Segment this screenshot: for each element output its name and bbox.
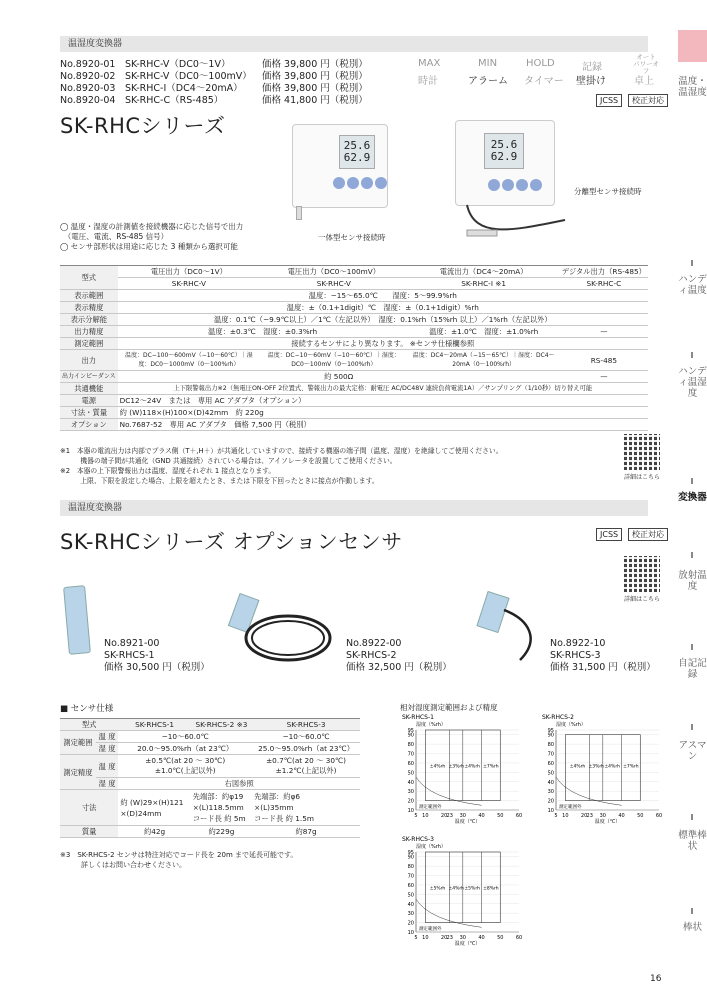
table-row — [60, 743, 360, 755]
device-image-separate — [455, 120, 555, 206]
cell-line: 先端部：約φ19 — [192, 792, 244, 801]
x-tick-label: 60 — [655, 813, 663, 819]
row-label: 出力インピーダンス — [60, 371, 118, 383]
note-line: 上限、下限を設定した場合、上限を超えたとき、または下限を下回ったときに接点が作動します。 — [60, 477, 379, 485]
row-label: 寸法・質量 — [60, 407, 118, 419]
series-title: SK-RHCシリーズ — [60, 114, 226, 138]
calibration-badge: 校正対応 — [628, 528, 668, 541]
section-band — [60, 36, 648, 52]
cell — [118, 755, 252, 778]
model-no: No.8920-03 — [60, 83, 116, 94]
sensor-no: No.8922-00 — [346, 638, 402, 649]
cell: — — [560, 326, 648, 338]
header-cell: SK-RHCS-3 — [252, 719, 360, 731]
y-tick-label: 10 — [407, 808, 414, 814]
model-name: SK-RHC-I（DC4〜20mA） — [124, 83, 243, 94]
device-button — [333, 177, 345, 189]
zone-label: ±4%rh — [448, 886, 465, 892]
x-tick-label: 10 — [562, 813, 569, 819]
sub-label: 温 度 — [96, 755, 119, 778]
y-tick-label: 70 — [547, 751, 554, 758]
device-button — [361, 177, 373, 189]
header-cell: 電圧出力（DC0〜100mV） — [260, 266, 407, 278]
spec-table — [60, 265, 648, 431]
cell — [118, 790, 190, 826]
row-label: 質量 — [60, 826, 118, 838]
x-tick-label: 23 — [446, 935, 453, 941]
qr-code-1[interactable] — [624, 434, 660, 470]
cell-line: コード長 約 1.5m — [254, 814, 314, 823]
table-row — [60, 419, 648, 431]
sensor-name: SK-RHCS-1 — [104, 650, 155, 661]
x-tick-label: 20 — [580, 813, 588, 819]
chart-xlabel: 温度（℃） — [594, 819, 621, 824]
row-label: 出力 — [60, 350, 118, 371]
y-tick-label: 40 — [407, 901, 414, 908]
table-row — [60, 338, 648, 350]
x-tick-label: 23 — [586, 813, 593, 819]
x-tick-label: 60 — [515, 813, 523, 819]
device-button — [375, 177, 387, 189]
sidebar-dash — [691, 814, 693, 820]
sidebar-dash — [691, 552, 693, 558]
y-tick-label: 50 — [407, 770, 414, 777]
y-tick-label: 40 — [407, 779, 414, 786]
cell: 約87g — [252, 826, 360, 838]
cell: −10〜60.0℃ — [252, 731, 360, 743]
y-tick-label: 30 — [407, 911, 414, 918]
sub-label: 湿 度 — [96, 743, 119, 755]
device2-caption: 分離型センサ接続時 — [574, 187, 642, 196]
table-row — [60, 790, 360, 826]
model-name: SK-RHC-C（RS-485） — [124, 95, 224, 106]
chart-sk-rhcs-2 — [540, 712, 665, 824]
cell: 接続するセンサにより異なります。 ※センサ仕様欄参照 — [118, 338, 648, 350]
zone-label: ±8%rh — [483, 886, 499, 892]
table-row — [60, 326, 648, 338]
row-label: 表示範囲 — [60, 290, 118, 302]
cell: 温度：0.1℃（−9.9℃以上）／1℃（左記以外） 湿度：0.1%rh（15%rh 以上）／1%rh（左記以外） — [118, 314, 648, 326]
mode-max: MAX — [418, 58, 441, 69]
sidebar-index — [678, 30, 707, 970]
price-list — [262, 59, 368, 107]
cell-line: ±1.0℃(上記以外) — [154, 766, 216, 775]
y-tick-label: 90 — [407, 854, 414, 861]
sensor-name: SK-RHCS-3 — [550, 650, 601, 661]
sidebar-active-marker — [678, 30, 707, 62]
table-row — [60, 778, 360, 790]
cell: DC12〜24V または 専用 AC アダプタ（オプション） — [118, 395, 648, 407]
lcd-hum: 62.9 — [343, 151, 371, 164]
zone-label: ±5%rh — [464, 886, 480, 892]
model-price: 価格 41,800 円（税別） — [262, 95, 368, 106]
sidebar-item-recorder[interactable]: 自記記録 — [678, 658, 707, 680]
cell-line: ±0.5℃(at 20 〜 30℃) — [145, 756, 226, 765]
note-line: ※3 SK-RHCS-2 センサは特注対応でコード長を 20m まで延長可能です。 — [60, 851, 298, 859]
table-row — [60, 278, 648, 290]
table-row — [60, 407, 648, 419]
model-name: SK-RHC-V（DC0〜1V） — [124, 59, 231, 70]
device-button — [347, 177, 359, 189]
jcss-badge: JCSS — [596, 94, 622, 107]
x-tick-label: 60 — [515, 935, 523, 941]
x-tick-label: 30 — [599, 813, 607, 819]
sensor-name: SK-RHCS-2 — [346, 650, 397, 661]
sidebar-dash — [691, 260, 693, 266]
sensor2-info — [346, 638, 452, 674]
sidebar-dash — [691, 478, 693, 484]
note-line: 機器の端子間が共通化（GND 共通接続）されている場合は、アイソレータを設置してご使用ください。 — [60, 457, 397, 465]
model-price: 価格 39,800 円（税別） — [262, 83, 368, 94]
y-tick-label: 95 — [407, 728, 414, 734]
note-line: ※1 本器の電流出力は内部でプラス側（T＋,H＋）が共通化していますので、接続する機器の端子間（温度、湿度）を絶縁してご使用ください。 — [60, 447, 503, 455]
mode-desk: 卓上 — [634, 76, 654, 87]
device-button — [488, 179, 500, 191]
y-tick-label: 60 — [547, 760, 554, 767]
row-label: 表示精度 — [60, 302, 118, 314]
x-tick-label: 40 — [478, 935, 485, 941]
y-tick-label: 10 — [407, 930, 414, 936]
zone-label: ±4%rh — [429, 764, 446, 770]
table-row — [60, 314, 648, 326]
sidebar-item-rod[interactable]: 棒状 — [682, 922, 702, 933]
row-label: 共通機能 — [60, 383, 118, 395]
header-cell: 型式 — [60, 266, 118, 290]
header-cell: デジタル出力（RS-485） — [560, 266, 648, 278]
row-label: 測定精度 — [60, 755, 96, 790]
mode-record: 記録 — [582, 62, 602, 73]
cell-line: ×(L)35mm — [254, 803, 294, 812]
chart-sk-rhcs-3 — [400, 834, 525, 946]
y-tick-label: 90 — [407, 732, 414, 739]
x-tick-label: 50 — [497, 813, 504, 819]
table-row — [60, 350, 648, 371]
sensor-cable — [455, 200, 575, 270]
device1-caption: 一体型センサ接続時 — [318, 233, 386, 242]
sidebar-dash — [691, 352, 693, 358]
chart-ylabel: 湿度（%rh） — [556, 722, 586, 728]
sensor-price: 価格 31,500 円（税別） — [550, 662, 656, 673]
zone-label: ±4%rh — [464, 764, 480, 770]
mode-wall: 壁掛け — [576, 76, 606, 87]
table-row — [60, 383, 648, 395]
row-label: 寸法 — [60, 790, 118, 826]
chart-title: SK-RHCS-3 — [402, 836, 434, 843]
row-label: 測定範囲 — [60, 731, 96, 755]
y-tick-label: 90 — [547, 732, 554, 739]
mode-min: MIN — [478, 58, 498, 69]
lcd-temp: 25.6 — [490, 138, 518, 151]
header-cell: SK-RHCS-1 — [118, 719, 190, 731]
header-cell: 電流出力（DC4〜20mA） — [408, 266, 560, 278]
cell-line: コード長 約 5m — [192, 814, 246, 823]
x-tick-label: 30 — [459, 935, 467, 941]
sidebar-dash — [691, 908, 693, 914]
notes-1 — [60, 446, 503, 486]
model-cell: SK-RHC-V — [118, 278, 260, 290]
option-title: SK-RHCシリーズ オプションセンサ — [60, 530, 403, 554]
mode-hold: HOLD — [526, 58, 555, 69]
model-no: No.8920-01 — [60, 59, 116, 70]
lcd-display — [484, 133, 524, 169]
cell: 上下限警報出力※2（無電圧ON-OFF 2位置式、警報出力の最大定格：耐電圧 AC/DC48V 連続負荷電流1A）／サンプリング（1/10秒）切り替え可能 — [118, 383, 648, 395]
lcd-temp: 25.6 — [343, 139, 371, 152]
x-tick-label: 5 — [414, 935, 418, 941]
cell: 約42g — [118, 826, 190, 838]
feature-line: ◯ センサ部形状は用途に応じた 3 種類から選択可能 — [60, 242, 238, 251]
qr-label: 詳細はこちら — [624, 474, 661, 481]
model-no: No.8920-02 — [60, 71, 116, 82]
sensor-no: No.8921-00 — [104, 638, 160, 649]
sensor-probe — [296, 206, 302, 220]
x-tick-label: 23 — [446, 813, 453, 819]
jcss-badge: JCSS — [596, 528, 622, 541]
cell: −10〜60.0℃ — [118, 731, 252, 743]
mode-alarm: アラーム — [468, 76, 508, 87]
model-cell: SK-RHC-C — [560, 278, 648, 290]
x-tick-label: 50 — [497, 935, 504, 941]
cell-line: ±0.7℃(at 20 〜 30℃) — [266, 756, 347, 765]
x-tick-label: 40 — [618, 813, 625, 819]
device-button — [502, 179, 514, 191]
cell: — — [560, 371, 648, 383]
cell-line: ×(L)118.5mm — [192, 803, 244, 812]
device-image-integrated — [292, 124, 388, 208]
section-title: 温湿度変換器 — [68, 503, 123, 513]
y-tick-label: 20 — [407, 798, 414, 805]
cell: 温度：DC−100〜600mV（−10〜60℃）｜湿度：DC0〜1000mV（0〜100%rh） — [118, 350, 260, 371]
notes-3 — [60, 850, 297, 870]
sidebar-item-std-rod[interactable]: 標準棒状 — [678, 830, 707, 852]
cell: 右図参照 — [118, 778, 360, 790]
cell: 温度：DC4〜20mA（−15〜65℃）｜湿度：DC4〜20mA（0〜100%rh） — [408, 350, 560, 371]
model-price: 価格 39,800 円（税別） — [262, 59, 368, 70]
x-tick-label: 10 — [422, 813, 429, 819]
sensor1-image — [63, 585, 91, 655]
row-label: 測定範囲 — [60, 338, 118, 350]
model-price: 価格 39,800 円（税別） — [262, 71, 368, 82]
sidebar-item-converter[interactable]: 変換器 — [678, 492, 707, 503]
feature-line: （電圧、電流、RS-485 信号） — [60, 232, 169, 241]
cell: 約229g — [191, 826, 252, 838]
zone-label: ±7%rh — [623, 764, 639, 770]
y-tick-label: 80 — [407, 864, 414, 871]
cell-line: 約 (W)29×(H)121 — [120, 797, 184, 807]
sensor-spec-title: ■ センサ仕様 — [60, 704, 114, 714]
y-tick-label: 60 — [407, 760, 414, 767]
page-number: 16 — [650, 974, 662, 984]
sidebar-item-assmann[interactable]: アスマン — [678, 740, 707, 762]
y-tick-label: 95 — [407, 850, 414, 856]
features — [60, 222, 243, 252]
feature-line: ◯ 温度・湿度の計測値を接続機器に応じた信号で出力 — [60, 222, 244, 231]
zone-label: ±4%rh — [604, 764, 620, 770]
section-title: 温湿度変換器 — [68, 39, 123, 49]
sensor2-image — [220, 582, 340, 672]
x-tick-label: 20 — [440, 935, 448, 941]
y-tick-label: 50 — [547, 770, 554, 777]
cell: 20.0〜95.0%rh（at 23℃） — [118, 743, 252, 755]
cell: 温度：±0.3℃ 湿度：±0.3%rh — [118, 326, 408, 338]
x-tick-label: 5 — [414, 813, 418, 819]
cell: 25.0〜95.0%rh（at 23℃） — [252, 743, 360, 755]
table-row — [60, 826, 360, 838]
cell: No.7687-52 専用 AC アダプタ 価格 7,500 円（税別） — [118, 419, 648, 431]
calibration-badge: 校正対応 — [628, 94, 668, 107]
cell — [252, 755, 360, 778]
model-cell: SK-RHC-V — [260, 278, 407, 290]
chart-xlabel: 温度（℃） — [454, 941, 481, 946]
table-row — [60, 290, 648, 302]
y-tick-label: 60 — [407, 882, 414, 889]
table-row — [60, 719, 360, 731]
zone-label: ±4%rh — [569, 764, 586, 770]
cell: 温度：±（0.1+1digit）℃ 湿度：±（0.1+1digit）%rh — [118, 302, 648, 314]
zone-label: ±3%rh — [588, 764, 605, 770]
y-tick-label: 80 — [547, 742, 554, 749]
table-row — [60, 395, 648, 407]
cell: 約 500Ω — [118, 371, 560, 383]
table-row — [60, 755, 360, 778]
sensor-no: No.8922-10 — [550, 638, 606, 649]
note-line: ※2 本器の上下限警報出力は温度、湿度それぞれ 1 接点となります。 — [60, 467, 276, 475]
y-tick-label: 20 — [407, 920, 414, 927]
sub-label: 温 度 — [96, 731, 119, 743]
sensor-spec-table — [60, 718, 360, 838]
y-tick-label: 50 — [407, 892, 414, 899]
chart-ylabel: 湿度（%rh） — [416, 844, 446, 850]
table-row — [60, 371, 648, 383]
cell-line: ×(D)24mm — [120, 808, 162, 818]
sidebar-item-radiation[interactable]: 放射温度 — [678, 570, 707, 592]
lcd-hum: 62.9 — [490, 150, 518, 163]
sensor1-info — [104, 638, 210, 674]
cell: RS-485 — [560, 350, 648, 371]
sensor-price: 価格 30,500 円（税別） — [104, 662, 210, 673]
charts-title: 相対湿度測定範囲および精度 — [400, 703, 498, 712]
y-tick-label: 10 — [547, 808, 554, 814]
cell-line: ±1.2℃(上記以外) — [275, 766, 337, 775]
zone-label: ±3%rh — [448, 764, 465, 770]
lcd-display — [339, 135, 375, 169]
x-tick-label: 30 — [459, 813, 467, 819]
chart-title: SK-RHCS-2 — [542, 714, 574, 721]
cell: 温度：−15〜65.0℃ 湿度：5〜99.9%rh — [118, 290, 648, 302]
table-row — [60, 302, 648, 314]
sidebar-dash — [691, 724, 693, 730]
cell: 温度：DC−10〜60mV（−10〜60℃）｜湿度：DC0〜100mV（0〜100%rh） — [260, 350, 407, 371]
sidebar-item-temp-hum[interactable]: 温度・温湿度 — [678, 76, 707, 98]
x-tick-label: 20 — [440, 813, 448, 819]
chart-footer: 測定範囲外 — [419, 805, 442, 811]
sidebar-item-handy-hum[interactable]: ハンディ温湿度 — [678, 366, 707, 399]
mode-auto-off: オート パワーオフ — [633, 53, 659, 75]
zone-label: ±5%rh — [429, 886, 446, 892]
model-cell: SK-RHC-I ※1 — [408, 278, 560, 290]
chart-ylabel: 湿度（%rh） — [416, 722, 446, 728]
row-label: 表示分解能 — [60, 314, 118, 326]
sidebar-dash — [691, 644, 693, 650]
sidebar-item-handy-temp[interactable]: ハンディ温度 — [678, 274, 707, 296]
chart-footer: 測定範囲外 — [559, 805, 582, 811]
sub-label: 湿 度 — [96, 778, 119, 790]
chart-title: SK-RHCS-1 — [402, 714, 434, 721]
note-line: 詳しくはお問い合わせください。 — [60, 861, 186, 869]
section-band — [60, 500, 648, 516]
cell: 温度：±1.0℃ 湿度：±1.0%rh — [408, 326, 560, 338]
y-tick-label: 95 — [547, 728, 554, 734]
model-no: No.8920-04 — [60, 95, 116, 106]
y-tick-label: 30 — [407, 789, 414, 796]
chart-sk-rhcs-1 — [400, 712, 525, 824]
cell — [191, 790, 252, 826]
x-tick-label: 50 — [637, 813, 644, 819]
table-row — [60, 266, 648, 278]
row-label: 出力精度 — [60, 326, 118, 338]
cell: 約 (W)118×(H)100×(D)42mm 約 220g — [118, 407, 648, 419]
model-list — [60, 59, 252, 107]
cell — [252, 790, 360, 826]
y-tick-label: 40 — [547, 779, 554, 786]
qr-label: 詳細はこちら — [624, 596, 661, 603]
y-tick-label: 30 — [547, 789, 554, 796]
chart-footer: 測定範囲外 — [419, 927, 442, 933]
header-cell: 電圧出力（DC0〜1V） — [118, 266, 260, 278]
x-tick-label: 10 — [422, 935, 429, 941]
table-row — [60, 731, 360, 743]
mode-clock: 時計 — [418, 76, 438, 87]
cell-line: 先端部：約φ6 — [254, 792, 301, 801]
model-name: SK-RHC-V（DC0〜100mV） — [124, 71, 252, 82]
chart-xlabel: 温度（℃） — [454, 819, 481, 824]
y-tick-label: 80 — [407, 742, 414, 749]
device-button — [516, 179, 528, 191]
sensor3-image — [470, 580, 550, 670]
sensor-price: 価格 32,500 円（税別） — [346, 662, 452, 673]
row-label: オプション — [60, 419, 118, 431]
sensor3-info — [550, 638, 656, 674]
y-tick-label: 70 — [407, 873, 414, 880]
y-tick-label: 20 — [547, 798, 554, 805]
x-tick-label: 5 — [554, 813, 558, 819]
header-cell: 型式 — [60, 719, 118, 731]
y-tick-label: 70 — [407, 751, 414, 758]
row-label: 電源 — [60, 395, 118, 407]
qr-code-2[interactable] — [624, 556, 660, 592]
device-button — [530, 179, 542, 191]
x-tick-label: 40 — [478, 813, 485, 819]
zone-label: ±7%rh — [483, 764, 499, 770]
mode-timer: タイマー — [524, 76, 564, 87]
header-cell: SK-RHCS-2 ※3 — [191, 719, 252, 731]
